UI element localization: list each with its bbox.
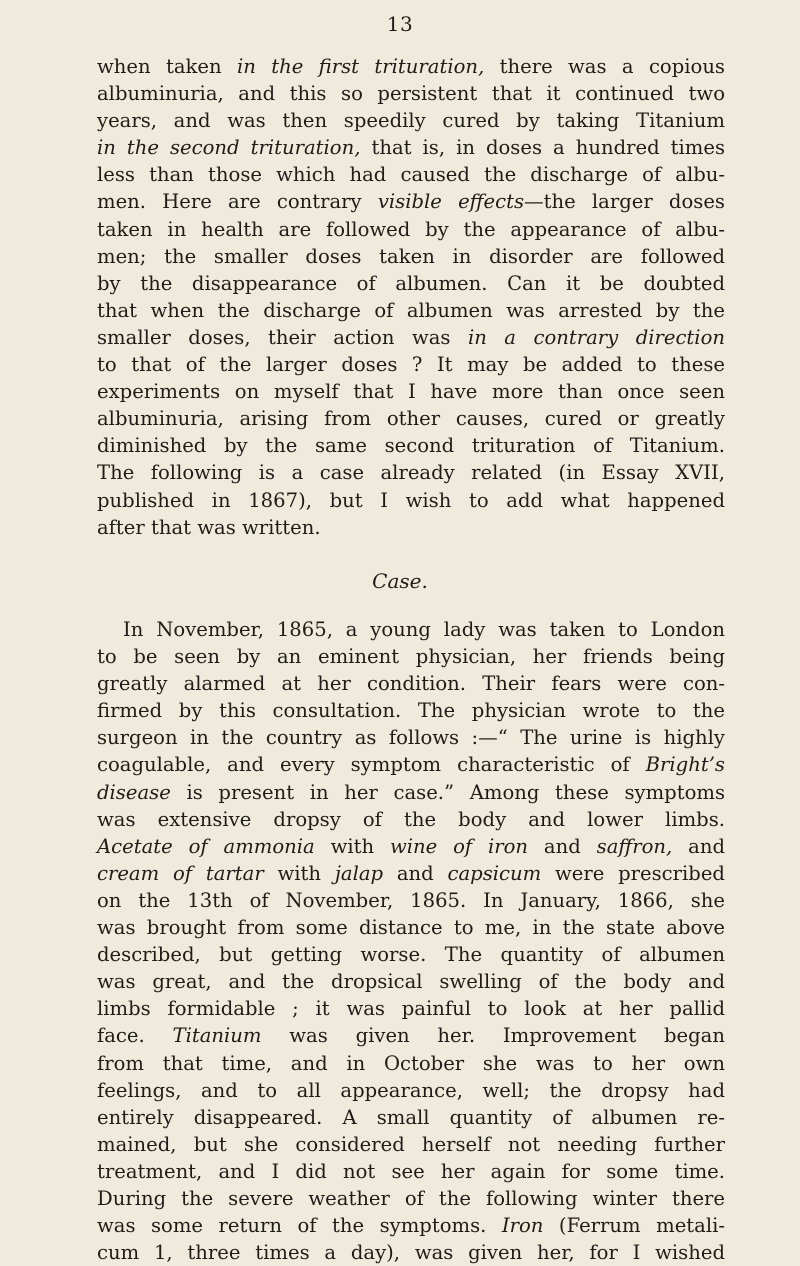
text-line: less than those which had caused the discharge of albu-: [97, 163, 725, 187]
text-line: in the second trituration, that is, in doses a hundred times: [97, 136, 726, 160]
text-line: was extensive dropsy of the body and lower limbs.: [97, 807, 725, 831]
italic-phrase: visible effects: [377, 190, 525, 214]
text-line: coagulable, and every symptom characteristic of Bright’s: [97, 753, 725, 777]
text-line: men; the smaller doses taken in disorder are followed: [97, 244, 725, 268]
text-line: years, and was then speedily cured by taking Titanium: [97, 109, 725, 133]
text-line: described, but getting worse. The quantity of albumen: [97, 943, 725, 967]
italic-phrase: in the first trituration,: [236, 55, 485, 78]
text-line: was brought from some distance to me, in the state above: [97, 916, 725, 940]
text-line: smaller doses, their action was in a contrary direction: [97, 325, 725, 349]
text-line: experiments on myself that I have more than once seen: [97, 380, 725, 404]
text-line: entirely disappeared. A small quantity of albumen re-: [97, 1105, 725, 1129]
italic-phrase: in a contrary direction: [467, 325, 725, 349]
text-line: treatment, and I did not see her again for some time.: [97, 1159, 725, 1183]
italic-phrase: Iron: [501, 1214, 544, 1238]
italic-phrase: Bright’s: [645, 753, 725, 777]
text-line: published in 1867), but I wish to add what happened: [97, 488, 725, 512]
text-line: cum 1, three times a day), was given her, for I wished: [97, 1241, 725, 1265]
text-line: albuminuria, arising from other causes, cured or greatly: [97, 407, 725, 431]
section-heading-case: Case.: [372, 569, 428, 593]
text-line: men. Here are contrary visible effects—the larger doses: [97, 190, 725, 214]
italic-phrase: wine of iron: [389, 834, 529, 858]
text-line: surgeon in the country as follows :—“ The urine is highly: [97, 726, 725, 750]
text-line: greatly alarmed at her condition. Their fears were con-: [97, 672, 725, 696]
paragraph-2: [97, 616, 725, 1266]
text-line: Acetate of ammonia with wine of iron and saffron, and: [97, 834, 725, 858]
italic-phrase: cream of tartar: [97, 861, 264, 885]
text-line: During the severe weather of the following winter there: [97, 1186, 725, 1210]
italic-phrase: saffron,: [596, 834, 673, 858]
text-line: to be seen by an eminent physician, her friends being: [97, 645, 725, 669]
italic-phrase: disease: [97, 780, 171, 804]
text-line: disease is present in her case.” Among these symptoms: [97, 780, 725, 804]
italic-phrase: Titanium: [172, 1024, 262, 1048]
text-line: was some return of the symptoms. Iron (Ferrum metali-: [97, 1214, 725, 1238]
text-line: after that was written.: [97, 515, 321, 539]
text-line: cream of tartar with jalap and capsicum were prescribed: [97, 861, 725, 885]
text-line: on the 13th of November, 1865. In January, 1866, she: [97, 888, 725, 912]
paragraph-1: [97, 53, 725, 541]
text-line: when taken in the first trituration, there was a copious: [97, 55, 725, 78]
text-line: albuminuria, and this so persistent that it continued two: [97, 82, 725, 106]
text-line: taken in health are followed by the appearance of albu-: [97, 217, 725, 241]
text-line: that when the discharge of albumen was arrested by the: [97, 298, 725, 322]
text-line: face. Titanium was given her. Improvement began: [97, 1024, 725, 1048]
page-number: 13: [386, 12, 414, 36]
italic-phrase: jalap: [334, 861, 384, 885]
text-line: mained, but she considered herself not needing further: [97, 1132, 725, 1156]
text-line: In November, 1865, a young lady was taken to London: [123, 618, 725, 641]
text-line: from that time, and in October she was to her own: [97, 1051, 725, 1075]
text-line: to that of the larger doses ? It may be added to these: [97, 353, 725, 377]
text-line: firmed by this consultation. The physician wrote to the: [97, 699, 725, 723]
italic-phrase: Acetate of ammonia: [97, 834, 315, 858]
text-line: The following is a case already related (in Essay XVII,: [97, 461, 725, 485]
text-line: limbs formidable ; it was painful to look at her pallid: [97, 997, 725, 1021]
italic-phrase: capsicum: [447, 861, 542, 885]
text-line: feelings, and to all appearance, well; the dropsy had: [97, 1078, 725, 1102]
text-line: by the disappearance of albumen. Can it be doubted: [97, 271, 725, 295]
text-line: diminished by the same second trituration of Titanium.: [97, 434, 725, 458]
italic-phrase: in the second trituration,: [97, 136, 361, 160]
text-line: was great, and the dropsical swelling of the body and: [97, 970, 725, 994]
